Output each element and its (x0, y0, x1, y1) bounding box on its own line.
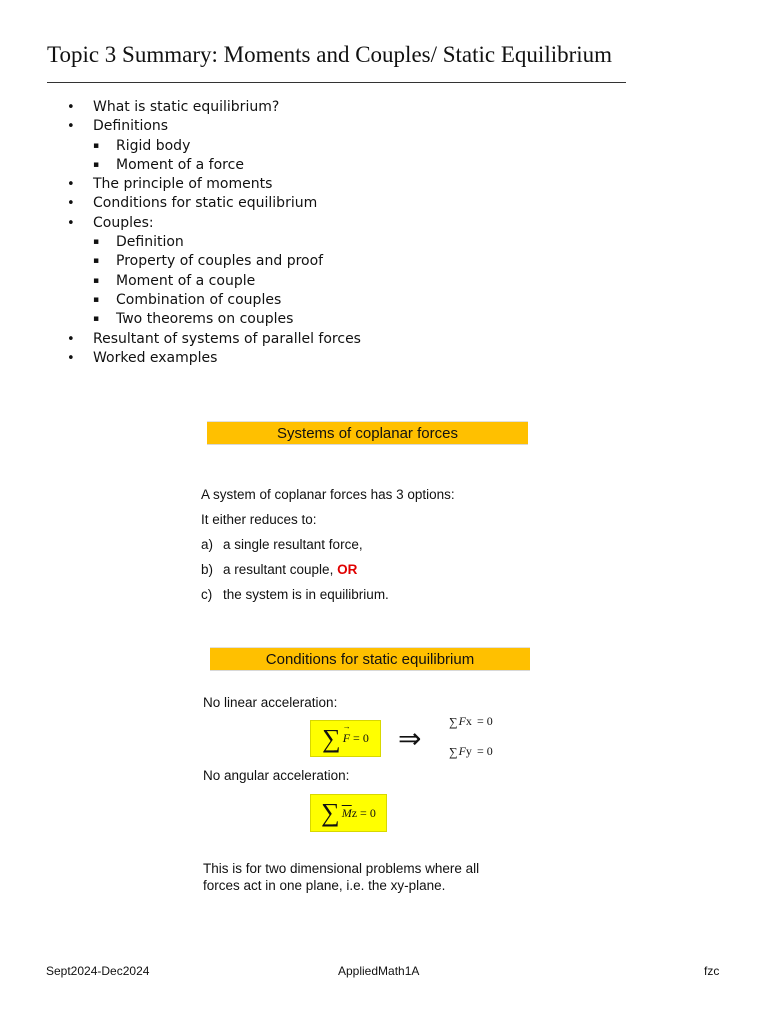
bullet-icon: • (67, 350, 75, 366)
outline-subitem (0, 137, 361, 156)
outline-text: Moment of a couple (116, 272, 256, 289)
outline-subitem (0, 156, 361, 175)
option-text: a single resultant force, (223, 537, 363, 552)
outline-text: The principle of moments (93, 176, 273, 193)
outline-item (0, 349, 361, 368)
outline-subitem (0, 310, 361, 329)
square-bullet-icon: ▪ (93, 275, 100, 286)
outline-item (0, 117, 361, 136)
outline-item (0, 194, 361, 213)
outline-item (0, 214, 361, 233)
bullet-icon: • (67, 215, 75, 231)
fx-var: F (458, 714, 466, 728)
force-sum-equation (310, 720, 381, 757)
bullet-icon: • (67, 196, 75, 212)
fy-sum-equation (449, 742, 493, 761)
fx-sub: x (465, 714, 472, 728)
option-label: b) (201, 562, 214, 577)
outline-item (0, 98, 361, 117)
outline-text: Combination of couples (116, 291, 282, 308)
sigma-symbol: ∑ (449, 714, 458, 729)
page-title: Topic 3 Summary: Moments and Couples/ Static Equilibrium (47, 42, 613, 67)
square-bullet-icon: ▪ (93, 140, 100, 151)
outline-text: Property of couples and proof (116, 253, 324, 270)
outline-text: Resultant of systems of parallel forces (93, 330, 361, 347)
outline-text: Couples: (93, 214, 154, 231)
outline-text: What is static equilibrium? (93, 99, 280, 115)
square-bullet-icon: ▪ (93, 294, 100, 305)
note-line-1: This is for two dimensional problems where all (203, 861, 480, 876)
option-b (201, 562, 357, 577)
fy-var: F (458, 744, 466, 758)
outline-text: Definitions (93, 118, 169, 135)
outline-item (0, 330, 361, 349)
topic-outline (0, 98, 361, 368)
outline-item (0, 175, 361, 194)
option-label: a) (201, 537, 214, 552)
moment-sum-equation (310, 794, 387, 832)
bullet-icon: • (67, 119, 75, 135)
moment-sub: z (351, 805, 358, 820)
equilibrium-heading-band: Conditions for static equilibrium (210, 647, 530, 671)
fx-sum-equation (449, 712, 493, 731)
equation-rhs: = 0 (360, 805, 376, 820)
coplanar-heading-band: Systems of coplanar forces (207, 421, 528, 445)
outline-subitem (0, 233, 361, 252)
sigma-symbol: ∑ (321, 798, 340, 827)
implies-arrow: ⇒ (398, 722, 422, 755)
equation-rhs: = 0 (353, 731, 369, 745)
bullet-icon: • (67, 331, 75, 347)
sigma-symbol: ∑ (449, 744, 458, 759)
bullet-icon: • (67, 100, 75, 115)
equation-rhs: = 0 (477, 744, 493, 758)
outline-text: Two theorems on couples (116, 311, 294, 328)
footer-date-range: Sept2024-Dec2024 (46, 964, 150, 978)
angular-acceleration-label: No angular acceleration: (203, 768, 350, 783)
bullet-icon: • (67, 177, 75, 193)
fy-sub: y (465, 744, 472, 758)
linear-acceleration-label: No linear acceleration: (203, 695, 338, 710)
outline-subitem (0, 272, 361, 291)
option-label: c) (201, 587, 213, 602)
option-text: a resultant couple, (223, 562, 338, 577)
option-c (201, 587, 389, 602)
square-bullet-icon: ▪ (93, 159, 100, 170)
coplanar-intro: A system of coplanar forces has 3 options: (201, 487, 455, 502)
force-vector: → F (343, 731, 350, 746)
moment-var: $\overline{M}$ (341, 805, 352, 820)
square-bullet-icon: ▪ (93, 256, 100, 267)
outline-text: Rigid body (116, 137, 191, 154)
equation-rhs: = 0 (477, 714, 493, 728)
square-bullet-icon: ▪ (93, 314, 100, 325)
outline-subitem (0, 291, 361, 310)
option-a (201, 537, 363, 552)
footer-course: AppliedMath1A (338, 964, 420, 978)
outline-text: Moment of a force (116, 156, 244, 173)
square-bullet-icon: ▪ (93, 237, 100, 248)
outline-text: Worked examples (93, 349, 218, 366)
title-underline (47, 82, 626, 83)
or-emphasis: OR (337, 562, 358, 577)
footer-author: fzc (704, 964, 720, 978)
option-text: the system is in equilibrium. (223, 587, 389, 602)
outline-text: Conditions for static equilibrium (93, 195, 318, 212)
sigma-symbol: ∑ (322, 723, 341, 753)
coplanar-lead: It either reduces to: (201, 512, 317, 527)
outline-text: Definition (116, 234, 184, 251)
note-line-2: forces act in one plane, i.e. the xy-plane. (203, 878, 446, 893)
outline-subitem (0, 252, 361, 271)
